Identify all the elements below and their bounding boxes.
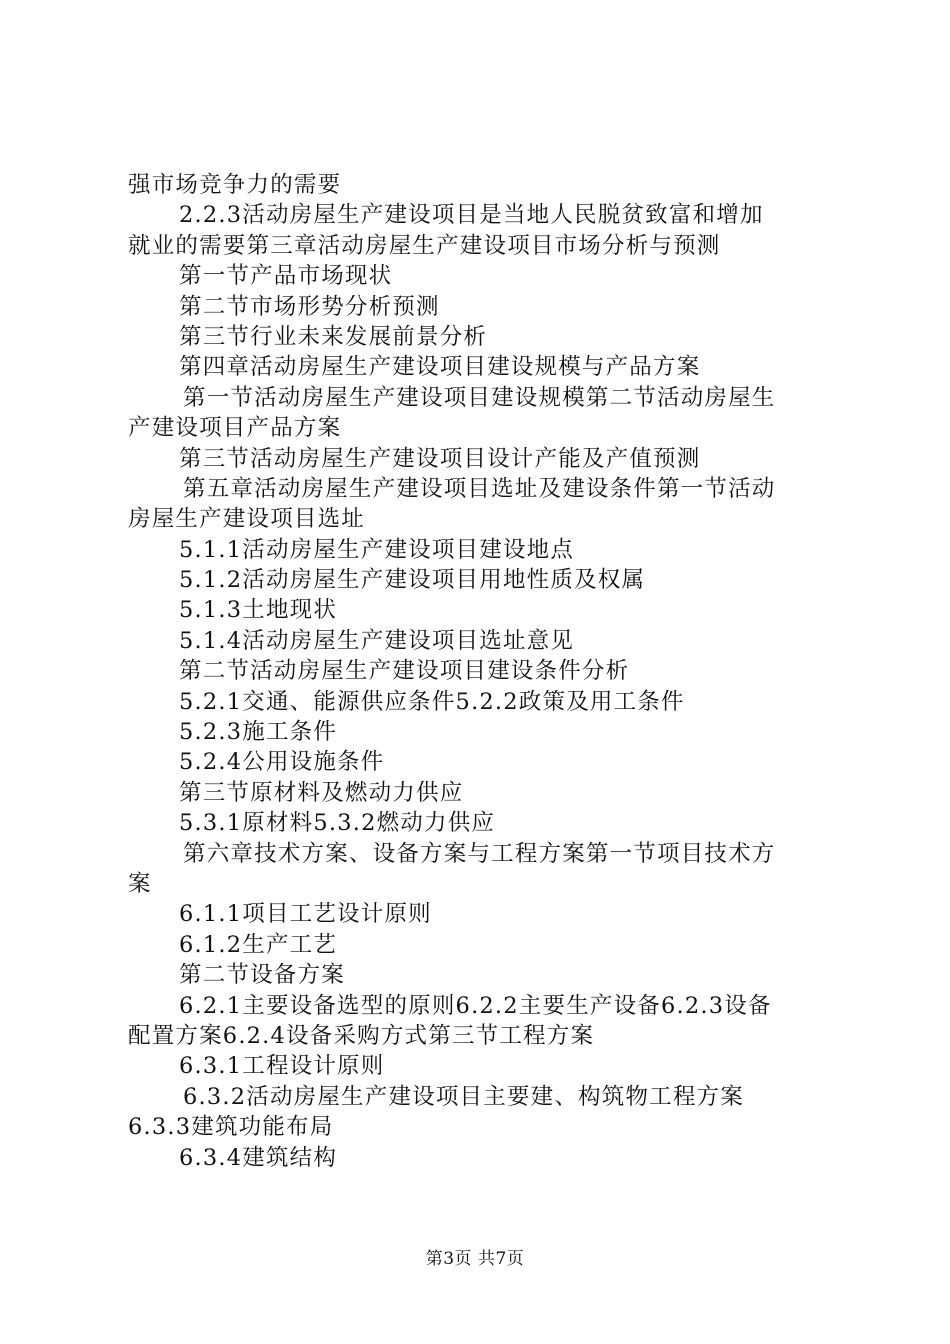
subsection-item: 6.2.1主要设备选型的原则6.2.2主要生产设备6.2.3设备 xyxy=(179,992,772,1019)
subsection-item: 5.1.1活动房屋生产建设项目建设地点 xyxy=(179,536,575,563)
subsection-item: 5.2.3施工条件 xyxy=(179,719,338,746)
text-line: 产建设项目产品方案 xyxy=(128,415,342,442)
section-heading: 第一节产品市场现状 xyxy=(179,263,393,290)
text-line: 强市场竞争力的需要 xyxy=(128,172,342,198)
text-line: 配置方案6.2.4设备采购方式第三节工程方案 xyxy=(128,1022,595,1049)
subsection-item: 6.3.2活动房屋生产建设项目主要建、构筑物工程方案 xyxy=(183,1083,744,1110)
subsection-item: 5.1.3土地现状 xyxy=(179,597,338,624)
section-heading: 第二节活动房屋生产建设项目建设条件分析 xyxy=(179,658,630,685)
section-heading: 第三节原材料及燃动力供应 xyxy=(179,779,464,806)
subsection-item: 5.2.4公用设施条件 xyxy=(179,749,385,776)
subsection-item: 5.1.2活动房屋生产建设项目用地性质及权属 xyxy=(179,567,646,594)
subsection-item: 5.3.1原材料5.3.2燃动力供应 xyxy=(179,810,496,837)
section-heading: 第二节设备方案 xyxy=(179,962,345,989)
section-heading: 第三节活动房屋生产建设项目设计产能及产值预测 xyxy=(179,445,701,472)
chapter-heading: 第四章活动房屋生产建设项目建设规模与产品方案 xyxy=(179,354,701,381)
section-heading: 第一节活动房屋生产建设项目建设规模第二节活动房屋生 xyxy=(183,384,776,411)
text-line: 就业的需要第三章活动房屋生产建设项目市场分析与预测 xyxy=(128,232,721,259)
text-line: 案 xyxy=(128,870,152,897)
subsection-item: 6.3.4建筑结构 xyxy=(179,1144,338,1171)
chapter-heading: 第五章活动房屋生产建设项目选址及建设条件第一节活动 xyxy=(183,475,776,502)
subsection-item: 6.3.1工程设计原则 xyxy=(179,1053,385,1080)
subsection-item: 6.1.2生产工艺 xyxy=(179,931,338,958)
subsection-item: 5.2.1交通、能源供应条件5.2.2政策及用工条件 xyxy=(179,688,685,715)
subsection-item: 5.1.4活动房屋生产建设项目选址意见 xyxy=(179,627,575,654)
subsection-item: 6.1.1项目工艺设计原则 xyxy=(179,901,432,928)
document-body xyxy=(128,170,834,1173)
section-heading: 第三节行业未来发展前景分析 xyxy=(179,323,488,350)
page-number-footer: 第3页 共7页 xyxy=(425,1249,525,1269)
text-line: 2.2.3活动房屋生产建设项目是当地人民脱贫致富和增加 xyxy=(179,202,764,229)
section-heading: 第二节市场形势分析预测 xyxy=(179,293,440,320)
text-line: 房屋生产建设项目选址 xyxy=(128,506,366,533)
chapter-heading: 第六章技术方案、设备方案与工程方案第一节项目技术方 xyxy=(183,840,776,867)
text-line: 6.3.3建筑功能布局 xyxy=(128,1114,334,1141)
